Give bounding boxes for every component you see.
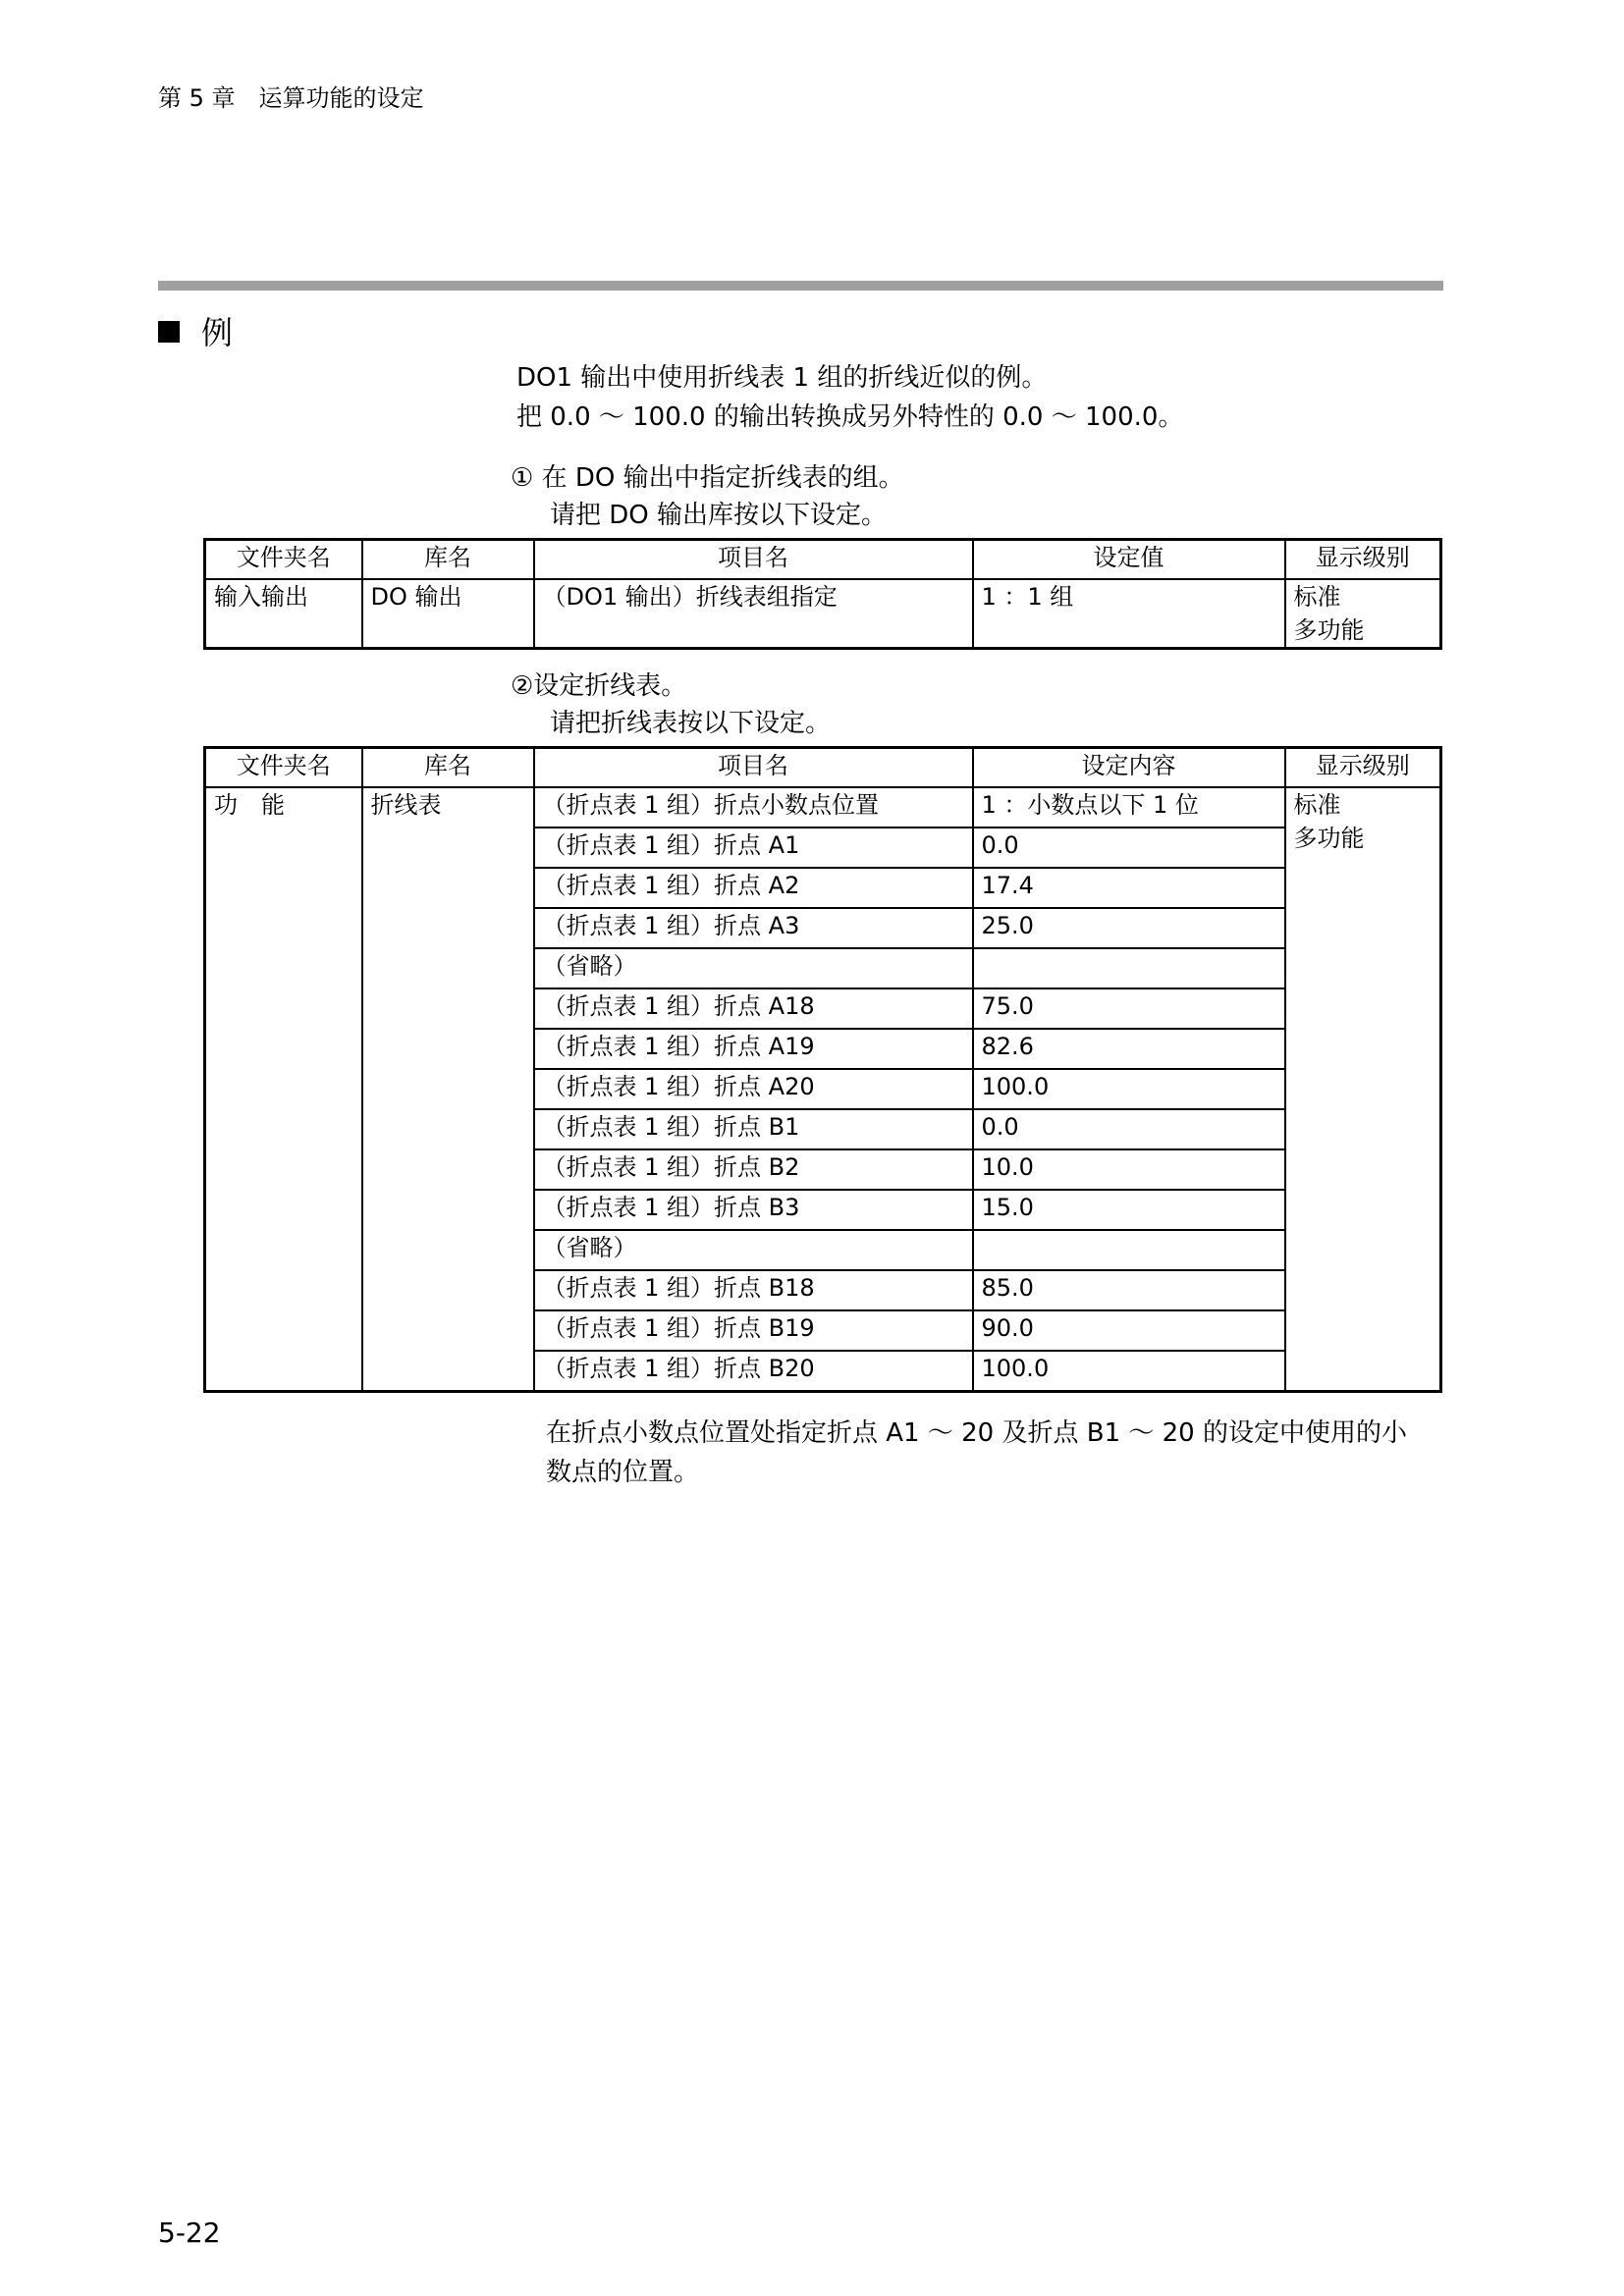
table-header-row (205, 748, 1441, 788)
step-2-title: ②设定折线表。 (511, 671, 687, 701)
item-cell: （折点表 1 组）折点 A20 (534, 1069, 973, 1109)
item-cell: （折点表 1 组）折点 B2 (534, 1149, 973, 1190)
note-line-1: 在折点小数点位置处指定折点 A1 ～ 20 及折点 B1 ～ 20 的设定中使用的小 (546, 1418, 1407, 1448)
square-bullet-icon (158, 321, 180, 343)
library-cell: 折线表 (362, 787, 534, 1391)
value-cell: 100.0 (973, 1069, 1285, 1109)
column-header: 设定值 (973, 540, 1285, 580)
value-cell: 1 ：小数点以下 1 位 (973, 787, 1285, 828)
item-cell: （折点表 1 组）折点 A2 (534, 868, 973, 908)
section-heading (158, 308, 233, 353)
note-paragraph (546, 1414, 1449, 1492)
column-header: 显示级别 (1285, 748, 1441, 788)
item-cell: （省略） (534, 948, 973, 988)
value-cell: 100.0 (973, 1351, 1285, 1391)
item-cell: （折点表 1 组）折点 A19 (534, 1029, 973, 1069)
value-cell: 25.0 (973, 908, 1285, 948)
item-cell: （DO1 输出）折线表组指定 (534, 579, 973, 649)
section-divider (158, 281, 1443, 291)
column-header: 项目名 (534, 748, 973, 788)
table-header-row (205, 540, 1441, 580)
column-header: 文件夹名 (205, 748, 362, 788)
polyline-table (203, 746, 1442, 1393)
intro-line-2: 把 0.0 ～ 100.0 的输出转换成另外特性的 0.0 ～ 100.0。 (516, 402, 1184, 432)
column-header: 项目名 (534, 540, 973, 580)
item-cell: （折点表 1 组）折点 B3 (534, 1190, 973, 1230)
item-cell: （折点表 1 组）折点 A1 (534, 828, 973, 868)
level-standard: 标准 (1293, 791, 1341, 819)
column-header: 显示级别 (1285, 540, 1441, 580)
column-header: 设定内容 (973, 748, 1285, 788)
value-cell: 10.0 (973, 1149, 1285, 1190)
value-cell: 0.0 (973, 1109, 1285, 1149)
table-row (205, 579, 1441, 649)
value-cell: 15.0 (973, 1190, 1285, 1230)
step-1-subtext: 请把 DO 输出库按以下设定。 (550, 501, 888, 530)
step-1-title: ① 在 DO 输出中指定折线表的组。 (511, 463, 904, 493)
level-multifunction: 多功能 (1293, 825, 1365, 852)
section-title: 例 (201, 314, 234, 351)
note-line-2: 数点的位置。 (546, 1458, 700, 1487)
item-cell: （折点表 1 组）折点 B19 (534, 1310, 973, 1351)
folder-cell: 输入输出 (205, 579, 362, 649)
value-cell: 90.0 (973, 1310, 1285, 1351)
value-cell: 17.4 (973, 868, 1285, 908)
level-cell (1285, 579, 1441, 649)
intro-paragraph (516, 358, 1183, 437)
chapter-header: 第 5 章 运算功能的设定 (158, 84, 424, 112)
value-cell: 1 ：1 组 (973, 579, 1285, 649)
value-cell (973, 948, 1285, 988)
value-cell: 85.0 (973, 1270, 1285, 1310)
step-2-subtext: 请把折线表按以下设定。 (550, 709, 832, 738)
item-cell: （折点表 1 组）折点 A18 (534, 988, 973, 1029)
value-cell: 75.0 (973, 988, 1285, 1029)
level-cell (1285, 787, 1441, 1391)
item-cell: （折点表 1 组）折点 A3 (534, 908, 973, 948)
column-header: 库名 (362, 748, 534, 788)
value-cell: 0.0 (973, 828, 1285, 868)
level-multifunction: 多功能 (1293, 616, 1365, 644)
step-1 (511, 459, 904, 534)
value-cell: 82.6 (973, 1029, 1285, 1069)
intro-line-1: DO1 输出中使用折线表 1 组的折线近似的例。 (516, 363, 1048, 393)
item-cell: （折点表 1 组）折点小数点位置 (534, 787, 973, 828)
item-cell: （折点表 1 组）折点 B1 (534, 1109, 973, 1149)
library-cell: DO 输出 (362, 579, 534, 649)
level-standard: 标准 (1293, 583, 1341, 611)
folder-cell: 功 能 (205, 787, 362, 1391)
item-cell: （折点表 1 组）折点 B18 (534, 1270, 973, 1310)
step-2 (511, 667, 831, 742)
table-row (205, 787, 1441, 828)
value-cell (973, 1230, 1285, 1270)
do-output-table (203, 538, 1442, 650)
item-cell: （省略） (534, 1230, 973, 1270)
column-header: 库名 (362, 540, 534, 580)
column-header: 文件夹名 (205, 540, 362, 580)
page-number: 5-22 (158, 2216, 221, 2249)
item-cell: （折点表 1 组）折点 B20 (534, 1351, 973, 1391)
